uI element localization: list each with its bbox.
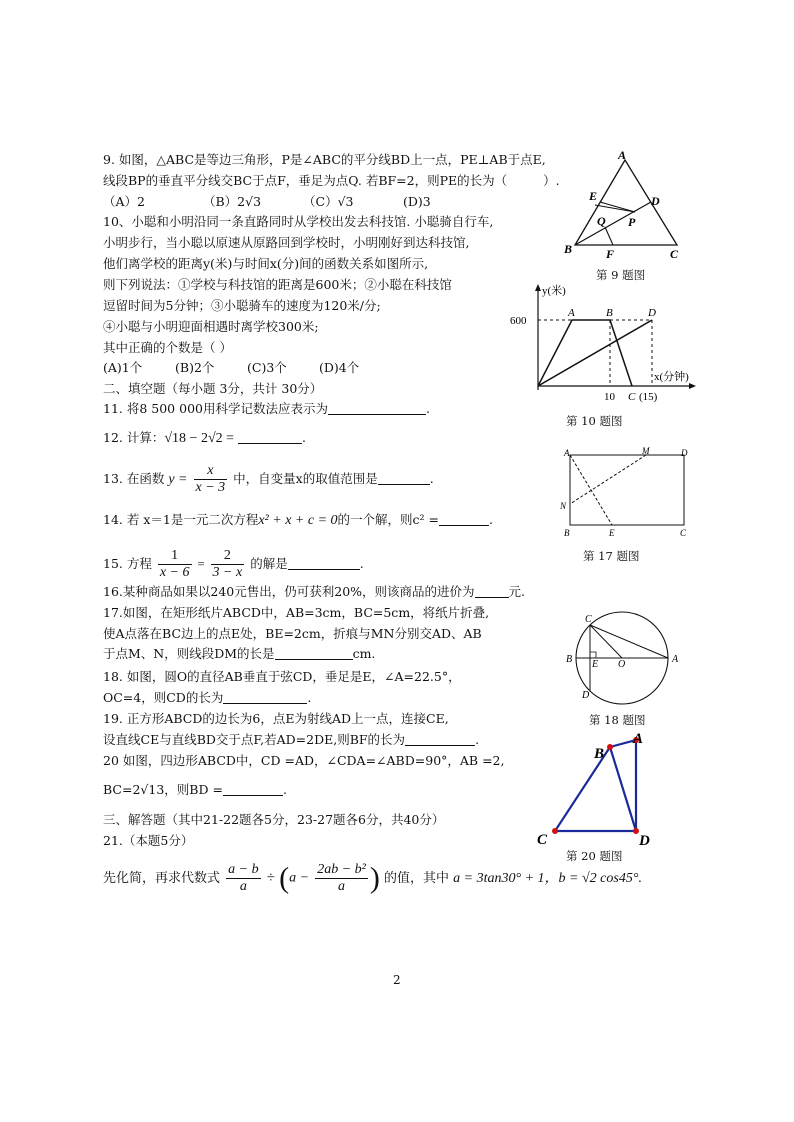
x-tick-15: (15) (639, 391, 658, 403)
y-axis-label: y(米) (542, 285, 566, 297)
point-c-dot (552, 828, 558, 834)
q19-end: . (475, 732, 480, 747)
point-c: C (628, 391, 636, 403)
right-angle-mark (590, 652, 596, 658)
x-axis-label: x(分钟) (654, 371, 689, 383)
fig20-label-b: B (594, 746, 605, 762)
q19-line2 (103, 732, 479, 748)
figure-9-caption: 第 9 题图 (596, 268, 646, 282)
q10-line3: 他们离学校的距离y(米)与时间x(分)间的函数关系如图所示, (103, 256, 429, 271)
q18-blank (223, 691, 307, 704)
xiaocong-line (538, 320, 632, 386)
fig18-label-d: D (582, 690, 590, 701)
q15-fraction-left: $\frac{1}{x - 6}$ (159, 548, 190, 580)
q10-line4: 则下列说法：①学校与科技馆的距离是600米；②小聪在科技馆 (103, 277, 452, 292)
q18-line2 (103, 690, 311, 706)
q14: 14. 若 x＝1是一元二次方程x² + x + c = 0的一个解，则c² = . (103, 512, 493, 528)
figure-20-caption: 第 20 题图 (566, 849, 623, 863)
figure-9 (555, 145, 705, 275)
q20-line2 (103, 782, 287, 798)
q13-suffix: 中，自变量x的取值范围是 (233, 471, 378, 486)
q16-end: 元. (508, 584, 526, 599)
figure-18-caption: 第 18 题图 (589, 713, 646, 727)
fig20-label-c: C (537, 832, 548, 848)
figure-17-caption: 第 17 题图 (583, 549, 640, 563)
q17-line3-text: 于点M、N，则线段DM的长是 (103, 646, 275, 661)
label-p: P (628, 215, 636, 229)
figure-20 (532, 728, 662, 848)
q17-line2: 使A点落在BC边上的点E处，BE=2cm，折痕与MN分别交AD、AB (103, 626, 482, 641)
point-b: B (606, 307, 613, 319)
label-b: B (564, 242, 573, 256)
q12: 12. 计算：√18 − 2√2 = . (103, 430, 306, 446)
q14-equation: x² + x + c = 0 (258, 513, 338, 528)
fig17-label-a: A (564, 448, 570, 458)
q11-text: 11. 将8 500 000用科学记数法应表示为 (103, 401, 328, 416)
fig18-label-o: O (618, 659, 626, 670)
section3-heading: 三、解答题（其中21-22题各5分，23-27题各6分，共40分） (103, 812, 445, 827)
q11: 11. 将8 500 000用科学记数法应表示为 . (103, 401, 430, 416)
q21-body: 先化简，再求代数式 $\frac{a - b}{a}$ ÷ (a − $\frac{\text{2ab − b²}}{a}$ ) 的值，其中 a = 3tan30° + 1，b = √2 cos45°. (103, 861, 642, 895)
fold-ae (570, 455, 612, 525)
q15-fraction-right: $\frac{2}{3 - x}$ (212, 548, 243, 580)
fig18-label-e: E (592, 659, 599, 670)
q18-end: . (307, 690, 312, 705)
q19-line2-text: 设直线CE与直线BD交于点F,若AD=2DE,则BF的长为 (103, 732, 406, 747)
q10-option-a: (A)1个 (103, 360, 143, 375)
q17-end: cm. (352, 646, 376, 661)
label-f: F (606, 247, 615, 261)
q20-blank (223, 783, 283, 796)
q12-prefix: 12. 计算： (103, 430, 165, 445)
q14-blank (439, 513, 489, 526)
q17-line3 (103, 646, 375, 662)
q14-suffix: 的一个解，则c² = (337, 512, 439, 527)
q21-title: 21.（本题5分） (103, 833, 194, 848)
q9-option-c: （C）√3 (303, 194, 354, 209)
fig17-label-e: E (609, 528, 615, 538)
point-a: A (568, 307, 575, 319)
q12-expr: √18 − 2√2 = (164, 431, 235, 446)
q15-prefix: 15. 方程 (103, 556, 152, 571)
segment-co (590, 625, 622, 658)
q11-blank (328, 402, 426, 415)
q9-options (103, 194, 431, 210)
q15-blank (288, 557, 360, 570)
label-e: E (589, 189, 598, 203)
q14-prefix: 14. 若 x＝1是一元二次方程 (103, 512, 259, 527)
fig18-label-a: A (672, 654, 679, 665)
figure-10-caption: 第 10 题图 (566, 414, 623, 428)
page-number: 2 (393, 973, 401, 987)
fig17-label-m: M (642, 446, 650, 456)
q21-prefix: 先化简，再求代数式 (103, 871, 221, 886)
rectangle-abcd (570, 455, 684, 525)
q10-line6: ④小聪与小明迎面相遇时离学校300米; (103, 319, 319, 334)
q10-option-d: (D)4个 (319, 360, 360, 375)
fig20-label-a: A (633, 731, 644, 747)
q10-option-c: (C)3个 (247, 360, 287, 375)
label-d: D (651, 194, 660, 208)
point-d: D (648, 307, 656, 319)
q9-option-d: (D)3 (403, 194, 431, 209)
q19-line1: 19. 正方形ABCD的边长为6，点E为射线AD上一点，连接CE, (103, 711, 449, 726)
diagonal-bd (610, 747, 636, 831)
q9-line2-close: ）. (543, 173, 560, 188)
q16-blank (475, 585, 509, 598)
segment-ca (590, 625, 668, 658)
q12-blank (238, 431, 302, 444)
fig18-label-b: B (566, 654, 573, 665)
q13: 13. 在函数 y = $\frac{x}{x - 3}$ 中，自变量x的取值范围是 . (103, 463, 434, 495)
fig20-label-d: D (639, 833, 650, 848)
q19-blank (405, 733, 475, 746)
q20-prefix: BC=2√13，则BD = (103, 782, 223, 797)
q15-suffix: 的解是 (250, 556, 288, 571)
q20-line1: 20 如图，四边形ABCD中，CD =AD，∠CDA=∠ABD=90°，AB =2, (103, 753, 505, 768)
q10-option-b: (B)2个 (175, 360, 215, 375)
q16-text: 16.某种商品如果以240元售出，仍可获利20%，则该商品的进价为 (103, 584, 475, 599)
q21-mid: 的值，其中 (384, 871, 450, 886)
q10-line5: 逗留时间为5分钟；③小聪骑车的速度为120米/分; (103, 298, 381, 313)
q13-blank (378, 472, 430, 485)
segment-qf (605, 227, 613, 245)
label-a: A (618, 148, 627, 162)
q10-line7: 其中正确的个数是（ ） (103, 340, 232, 355)
q10-line1: 10、小聪和小明沿同一条直路同时从学校出发去科技馆. 小聪骑自行车, (103, 214, 494, 229)
q9-line2 (103, 173, 560, 189)
label-c: C (670, 247, 679, 261)
q18-line1: 18. 如图，圆O的直径AB垂直于弦CD，垂足是E，∠A=22.5°， (103, 669, 461, 684)
q9-line2-text: 线段BP的垂直平分线交BC于点F，垂足为点Q. 若BF=2，则PE的长为（ (103, 173, 508, 188)
q21-condition: a = 3tan30° + 1，b = √2 cos45°. (453, 871, 642, 886)
y-tick-600: 600 (510, 315, 527, 327)
label-q: Q (597, 214, 606, 228)
q15: 15. 方程 $\frac{1}{x - 6}$ = $\frac{2}{3 - x}$ 的解是 . (103, 548, 364, 580)
q21-fraction-1: $\frac{a - b}{a}$ (228, 862, 259, 894)
figure-18 (560, 608, 690, 708)
x-tick-10: 10 (604, 391, 615, 403)
fig17-label-d: D (681, 448, 688, 458)
figure-17 (556, 446, 696, 542)
q10-line2: 小明步行，当小聪以原速从原路回到学校时，小明刚好到达科技馆, (103, 235, 470, 250)
q18-line2-text: OC=4，则CD的长为 (103, 690, 224, 705)
q10-options (103, 360, 359, 376)
section2-heading: 二、填空题（每小题 3分，共计 30分） (103, 381, 323, 396)
q13-fraction: $\frac{x}{x - 3}$ (195, 463, 226, 495)
q17-blank (275, 647, 353, 660)
q21-fraction-2: $\frac{\text{2ab − b²}}{a}$ (317, 862, 366, 894)
q13-prefix: 13. 在函数 (103, 471, 165, 486)
fig17-label-c: C (680, 528, 687, 538)
q9-option-b: （B）2√3 (203, 194, 262, 209)
q9-option-a: （A）2 (103, 194, 145, 209)
q16 (103, 584, 525, 600)
crease-mn (570, 455, 646, 504)
point-b-dot (607, 744, 613, 750)
figure-10-graph (500, 280, 700, 410)
fig18-label-c: C (585, 614, 592, 625)
fig17-label-n: N (560, 501, 567, 511)
q20-end: . (282, 782, 287, 797)
q9-line1: 9. 如图，△ABC是等边三角形，P是∠ABC的平分线BD上一点，PE⊥AB于点E, (103, 152, 546, 167)
fig17-label-b: B (564, 528, 570, 538)
q17-line1: 17.如图，在矩形纸片ABCD中，AB=3cm，BC=5cm，将纸片折叠, (103, 605, 490, 620)
